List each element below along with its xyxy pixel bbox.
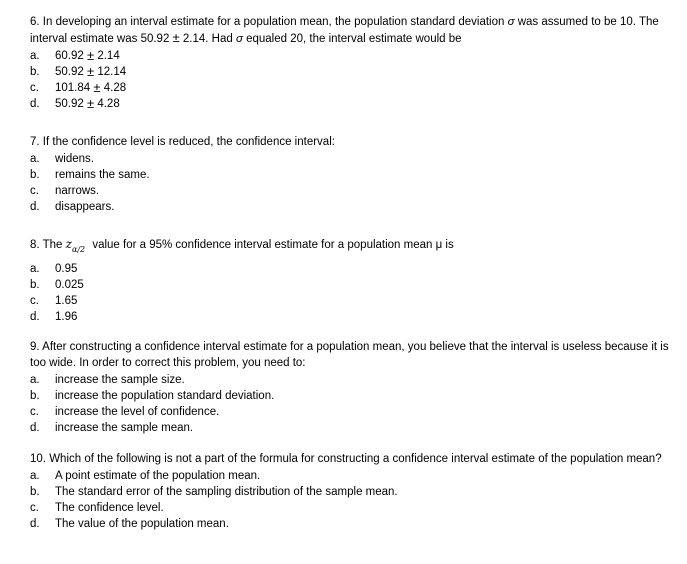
question-10-options — [30, 468, 670, 532]
option-9d[interactable]: d. increase the sample mean. — [30, 422, 194, 434]
option-7d[interactable]: d. disappears. — [30, 201, 115, 213]
option-6b[interactable]: b. 50.92 ± 12.14 — [30, 64, 127, 79]
z-symbol: z — [65, 237, 72, 251]
option-10b[interactable]: b. The standard error of the sampling distribution of the sample mean. — [30, 486, 398, 498]
option-10c[interactable]: c. The confidence level. — [30, 502, 164, 514]
alpha-over-2-subscript: α/2 — [71, 245, 86, 254]
option-9b[interactable]: b. increase the population standard deviation. — [30, 390, 275, 402]
plus-minus-symbol: ± — [172, 30, 180, 45]
option-8b[interactable]: b. 0.025 — [30, 279, 84, 291]
sigma-symbol: σ — [507, 16, 515, 28]
question-9-stem: 9. After constructing a confidence interval estimate for a population mean, you believe that the interval is useless because it is too wide. In order to correct this problem, you need to: — [30, 341, 669, 369]
option-7a[interactable]: a. widens. — [30, 153, 94, 165]
option-8a[interactable]: a. 0.95 — [30, 263, 78, 275]
sigma-symbol: σ — [235, 33, 243, 45]
question-7-stem: 7. If the confidence level is reduced, the confidence interval: — [30, 136, 335, 148]
option-10d[interactable]: d. The value of the population mean. — [30, 518, 229, 530]
option-6d[interactable]: d. 50.92 ± 4.28 — [30, 96, 120, 111]
question-10 — [30, 451, 670, 532]
question-6-stem: 6. In developing an interval estimate for a population mean, the population standard deviation σ was assumed to be 10. The interval estimate was 50.92 ± 2.14. Had σ equaled 20, the interval estimate would be — [30, 16, 659, 45]
question-7-options — [30, 151, 670, 215]
question-9 — [30, 339, 670, 436]
question-7 — [30, 134, 670, 215]
option-7c[interactable]: c. narrows. — [30, 185, 100, 197]
option-8c[interactable]: c. 1.65 — [30, 295, 78, 307]
question-8-options — [30, 261, 670, 325]
option-6c[interactable]: c. 101.84 ± 4.28 — [30, 80, 127, 95]
question-10-stem: 10. Which of the following is not a part of the formula for constructing a confidence interval estimate of the population mean? — [30, 453, 662, 465]
option-8d[interactable]: d. 1.96 — [30, 311, 78, 323]
option-10a[interactable]: a. A point estimate of the population mean. — [30, 470, 261, 482]
option-6a[interactable]: a. 60.92 ± 2.14 — [30, 48, 120, 63]
option-9c[interactable]: c. increase the level of confidence. — [30, 406, 220, 418]
option-7b[interactable]: b. remains the same. — [30, 169, 150, 181]
question-6-options — [30, 48, 670, 112]
question-8 — [30, 234, 670, 325]
question-6 — [30, 14, 670, 112]
option-9a[interactable]: a. increase the sample size. — [30, 374, 185, 386]
question-8-stem: 8. The $z_{\alpha/2}$ value for a 95% confidence interval estimate for a population mean μ is — [30, 237, 454, 254]
question-9-options — [30, 372, 670, 436]
